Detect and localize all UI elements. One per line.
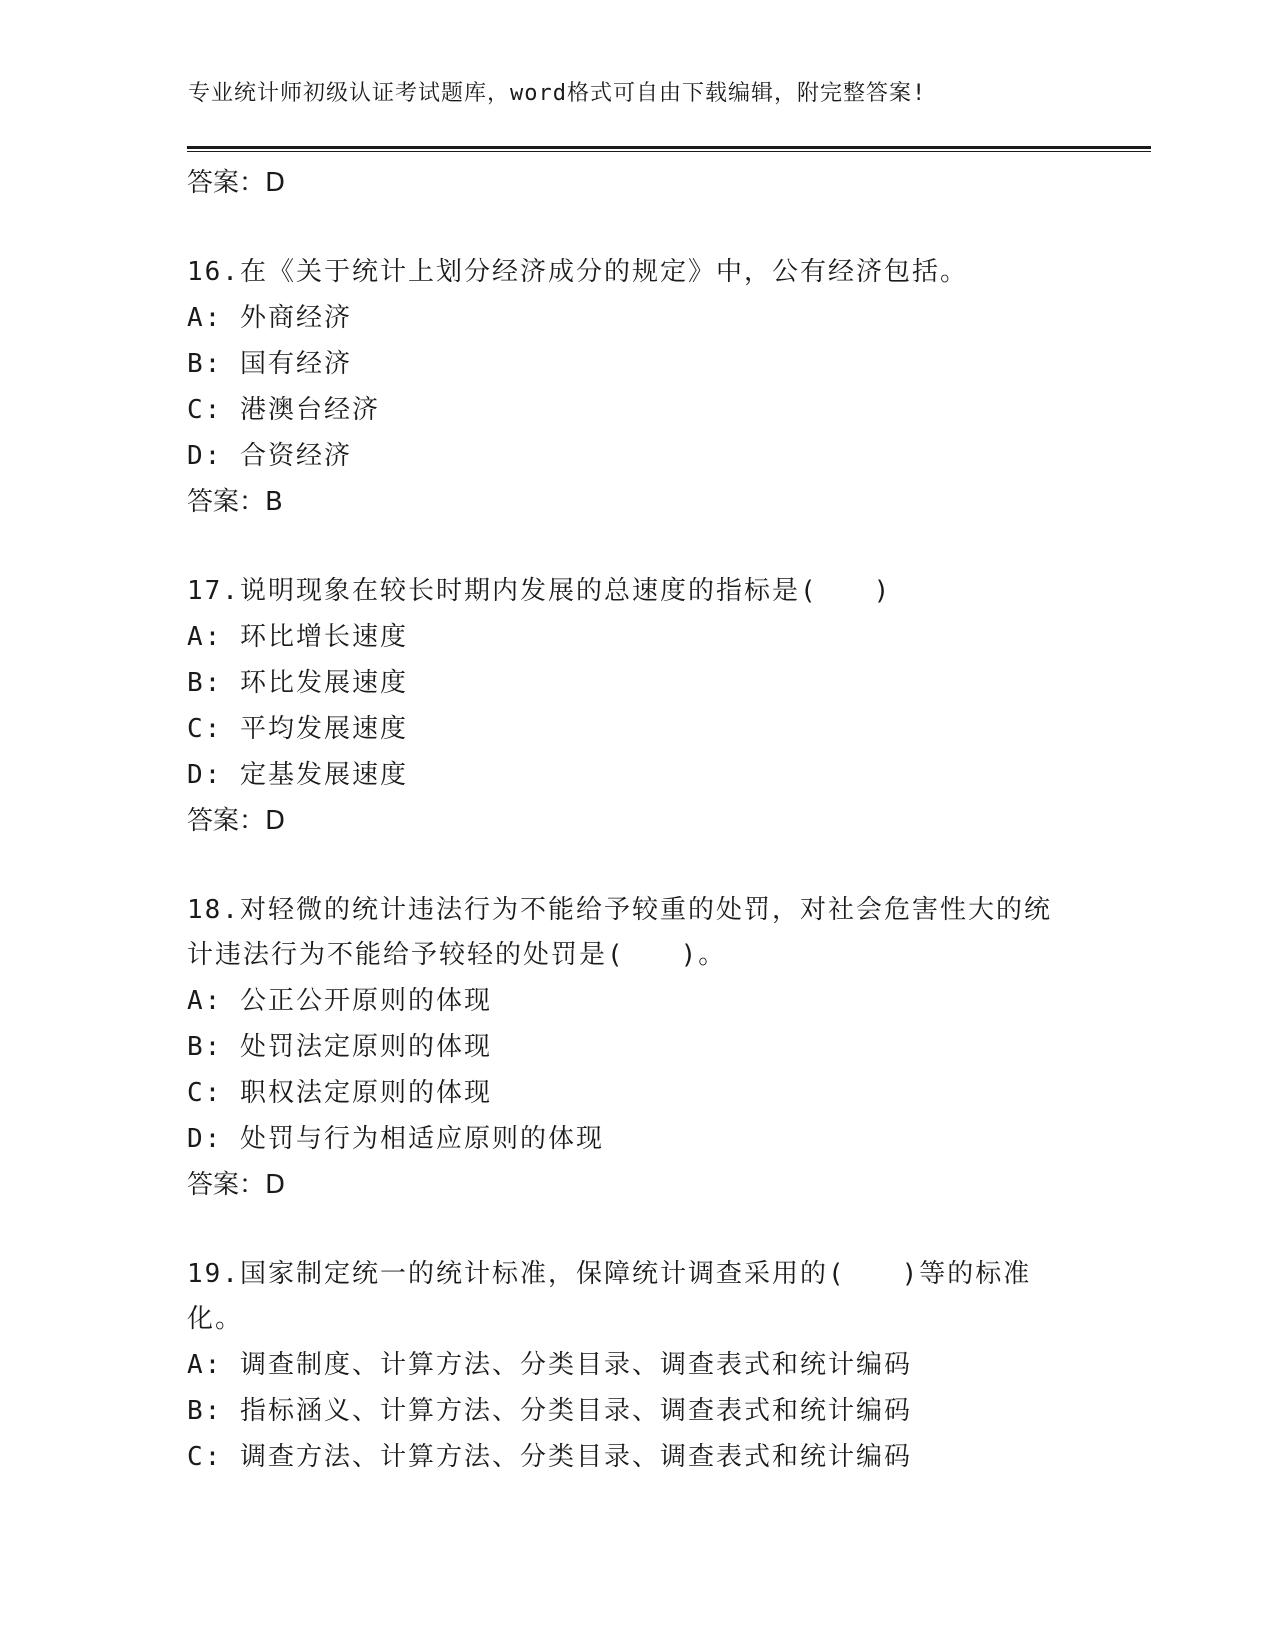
spacer — [187, 525, 1087, 569]
question-17-option-b: B: 环比发展速度 — [187, 668, 408, 698]
question-19-option-a: A: 调查制度、计算方法、分类目录、调查表式和统计编码 — [187, 1350, 912, 1380]
question-18-option-c: C: 职权法定原则的体现 — [187, 1078, 492, 1108]
question-19-option-c: C: 调查方法、计算方法、分类目录、调查表式和统计编码 — [187, 1442, 912, 1472]
spacer — [187, 1208, 1087, 1252]
spacer — [187, 206, 1087, 250]
question-17-option-c: C: 平均发展速度 — [187, 714, 408, 744]
spacer — [187, 844, 1087, 888]
question-19-option-b: B: 指标涵义、计算方法、分类目录、调查表式和统计编码 — [187, 1396, 912, 1426]
answer-18: 答案：D — [187, 1170, 286, 1200]
question-17-stem: 17.说明现象在较长时期内发展的总速度的指标是( ) — [187, 576, 892, 606]
question-18-stem: 18.对轻微的统计违法行为不能给予较重的处罚，对社会危害性大的统计违法行为不能给予较轻的处罚是( )。 — [187, 895, 1052, 970]
header-rule-thick — [187, 146, 1151, 149]
question-16-option-c: C: 港澳台经济 — [187, 395, 380, 425]
page-header: 专业统计师初级认证考试题库，word格式可自由下载编辑，附完整答案! — [188, 81, 927, 106]
question-17-option-d: D: 定基发展速度 — [187, 760, 408, 790]
question-17-option-a: A: 环比增长速度 — [187, 622, 408, 652]
question-16 — [187, 250, 1087, 525]
question-17 — [187, 569, 1087, 844]
answer-15: 答案：D — [187, 168, 286, 198]
question-18-option-a: A: 公正公开原则的体现 — [187, 986, 492, 1016]
question-16-stem: 16.在《关于统计上划分经济成分的规定》中，公有经济包括。 — [187, 257, 968, 287]
question-18-option-d: D: 处罚与行为相适应原则的体现 — [187, 1124, 604, 1154]
answer-17: 答案：D — [187, 806, 286, 836]
answer-16: 答案：B — [187, 487, 283, 517]
question-18 — [187, 888, 1087, 1208]
question-16-option-b: B: 国有经济 — [187, 349, 352, 379]
question-16-option-d: D: 合资经济 — [187, 441, 352, 471]
question-19 — [187, 1252, 1087, 1480]
question-list — [187, 160, 1087, 1480]
question-16-option-a: A: 外商经济 — [187, 303, 352, 333]
header-rule-thin — [187, 151, 1151, 152]
question-18-option-b: B: 处罚法定原则的体现 — [187, 1032, 492, 1062]
question-19-stem: 19.国家制定统一的统计标准，保障统计调查采用的( )等的标准化。 — [187, 1259, 1032, 1334]
